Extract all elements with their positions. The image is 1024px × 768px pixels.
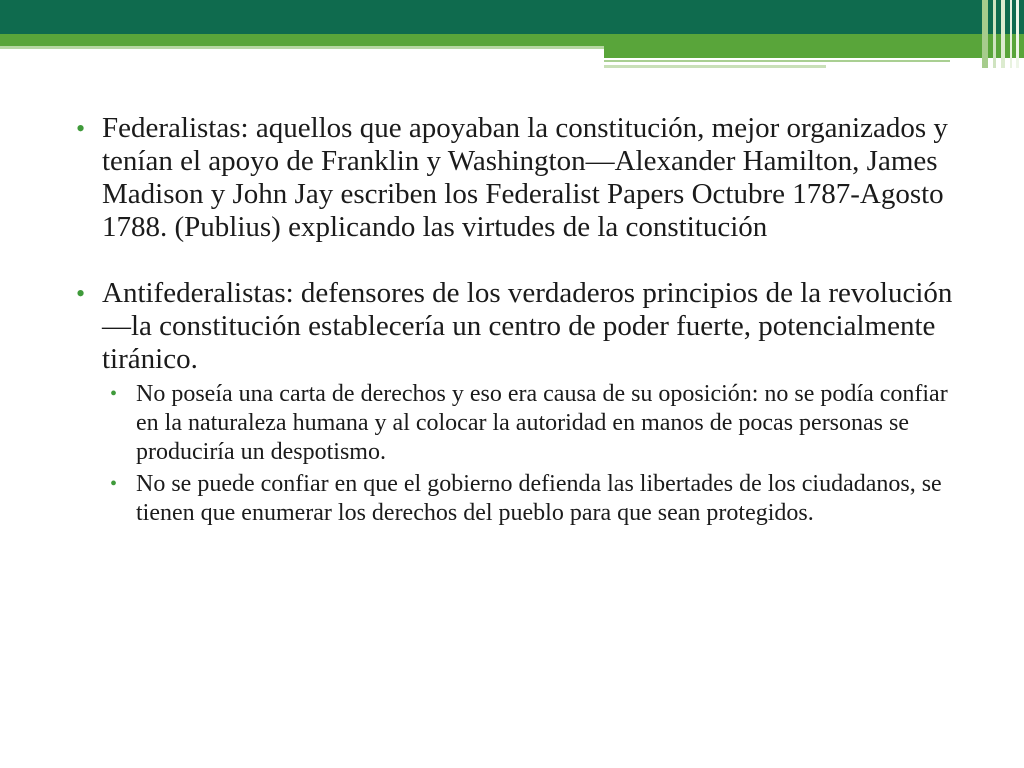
sub-bullet-dot-icon: • bbox=[110, 383, 118, 405]
bullet-text: Federalistas: aquellos que apoyaban la constitución, mejor organizados y tenían el apoyo de Franklin y Washington—Alexander Hamilton, James Madison y John Jay escriben los Federalist Papers Octubre 1787-Agosto 1788. (Publius) explicando las virtudes de la constitución bbox=[102, 112, 948, 243]
decorative-stripe bbox=[1016, 0, 1019, 68]
header-band-green bbox=[0, 34, 1024, 46]
header-band-dark bbox=[0, 0, 1024, 34]
decorative-stripe bbox=[1010, 0, 1012, 68]
sub-bullet-text: No se puede confiar en que el gobierno defienda las libertades de los ciudadanos, se tienen que enumerar los derechos del pueblo para que sean protegidos. bbox=[136, 471, 942, 526]
sub-bullet-libertades bbox=[72, 470, 972, 528]
header-thin-line bbox=[604, 60, 950, 62]
sub-bullet-dot-icon: • bbox=[110, 473, 118, 495]
header-band-right-step bbox=[604, 46, 1024, 58]
bullet-antifederalistas bbox=[72, 277, 972, 376]
bullet-text: Antifederalistas: defensores de los verdaderos principios de la revolución—la constitución establecería un centro de poder fuerte, potencialmente tiránico. bbox=[102, 277, 953, 375]
decorative-stripe bbox=[993, 0, 996, 68]
decorative-stripe bbox=[982, 0, 988, 68]
header-thin-line bbox=[604, 65, 826, 68]
bullet-federalistas bbox=[72, 112, 972, 244]
sub-bullet-carta-derechos bbox=[72, 380, 972, 467]
slide-body bbox=[72, 112, 972, 531]
bullet-dot-icon: • bbox=[76, 279, 86, 308]
bullet-dot-icon: • bbox=[76, 114, 86, 143]
sub-bullet-list bbox=[72, 380, 972, 528]
sub-bullet-text: No poseía una carta de derechos y eso era causa de su oposición: no se podía confiar en la naturaleza humana y al colocar la autoridad en manos de pocas personas se produciría un despotismo. bbox=[136, 381, 948, 465]
decorative-stripe bbox=[1001, 0, 1005, 68]
